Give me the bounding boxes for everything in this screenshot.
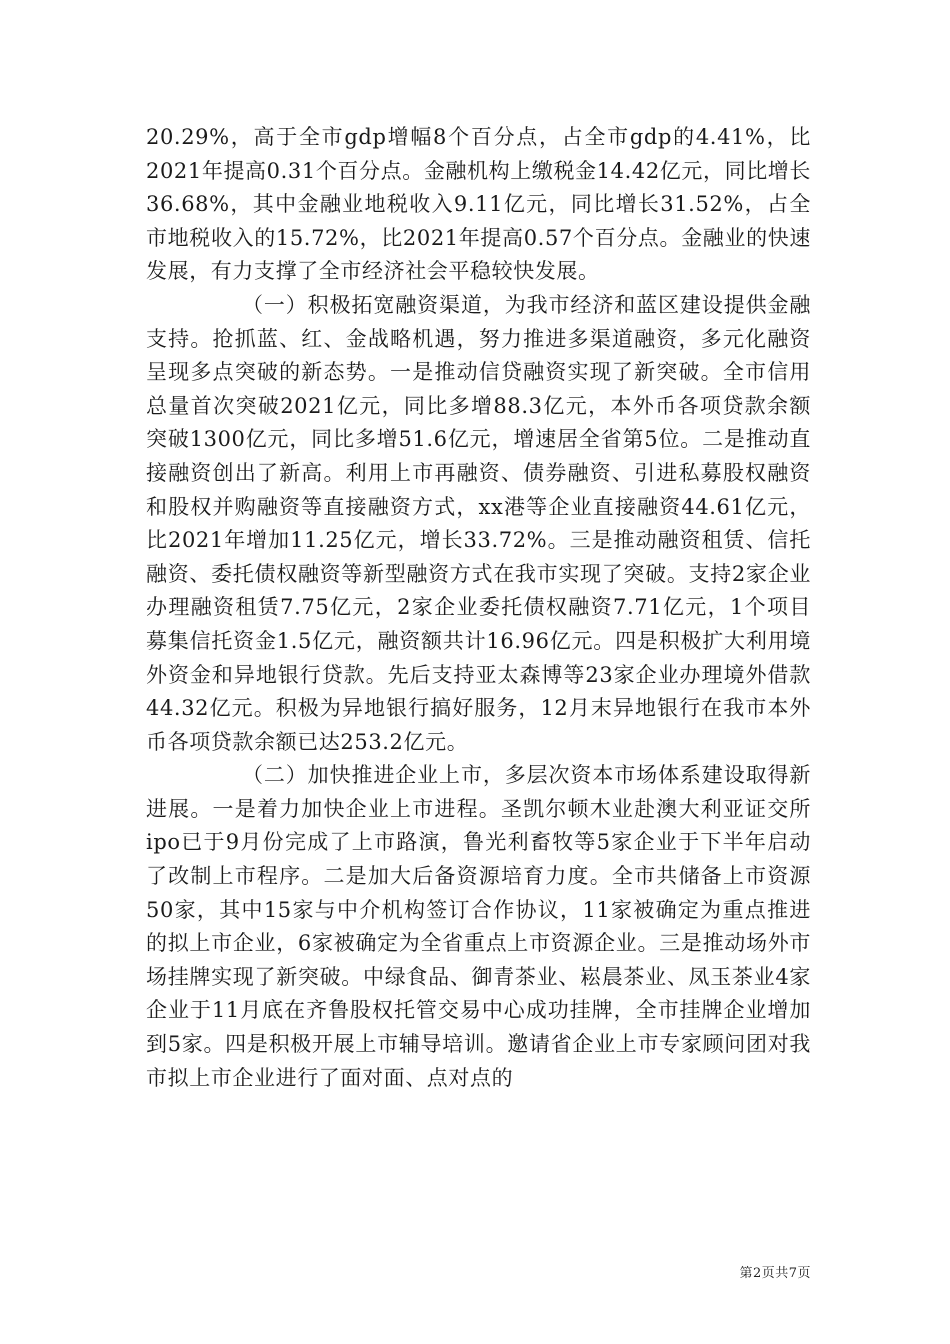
document-body: [146, 121, 811, 1095]
page-number-footer: 第2页共7页: [739, 1266, 811, 1281]
paragraph-section-one: （一）积极拓宽融资渠道，为我市经济和蓝区建设提供金融支持。抢抓蓝、红、金战略机遇，努力推进多渠道融资，多元化融资呈现多点突破的新态势。一是推动信贷融资实现了新突破。全市信用总量首次突破2021亿元，同比多增88.3亿元，本外币各项贷款余额突破1300亿元，同比多增51.6亿元，增速居全省第5位。二是推动直接融资创出了新高。利用上市再融资、债券融资、引进私募股权融资和股权并购融资等直接融资方式，xx港等企业直接融资44.61亿元，比2021年增加11.25亿元，增长33.72%。三是推动融资租赁、信托融资、委托债权融资等新型融资方式在我市实现了突破。支持2家企业办理融资租赁7.75亿元，2家企业委托债权融资7.71亿元，1个项目募集信托资金1.5亿元，融资额共计16.96亿元。四是积极扩大利用境外资金和异地银行贷款。先后支持亚太森博等23家企业办理境外借款44.32亿元。积极为异地银行搞好服务，12月末异地银行在我市本外币各项贷款余额已达253.2亿元。: [146, 292, 811, 754]
paragraph-section-two: （二）加快推进企业上市，多层次资本市场体系建设取得新进展。一是着力加快企业上市进程。圣凯尔顿木业赴澳大利亚证交所ipo已于9月份完成了上市路演，鲁光利畜牧等5家企业于下半年启动了改制上市程序。二是加大后备资源培育力度。全市共储备上市资源50家，其中15家与中介机构签订合作协议，11家被确定为重点推进的拟上市企业，6家被确定为全省重点上市资源企业。三是推动场外市场挂牌实现了新突破。中绿食品、御青茶业、崧晨茶业、凤玉茶业4家企业于11月底在齐鲁股权托管交易中心成功挂牌，全市挂牌企业增加到5家。四是积极开展上市辅导培训。邀请省企业上市专家顾问团对我市拟上市企业进行了面对面、点对点的: [146, 763, 811, 1090]
paragraph-continued: 20.29%，高于全市gdp增幅8个百分点，占全市gdp的4.41%，比2021年提高0.31个百分点。金融机构上缴税金14.42亿元，同比增长36.68%，其中金融业地税收入9.11亿元，同比增长31.52%，占全市地税收入的15.72%，比2021年提高0.57个百分点。金融业的快速发展，有力支撑了全市经济社会平稳较快发展。: [146, 125, 811, 284]
